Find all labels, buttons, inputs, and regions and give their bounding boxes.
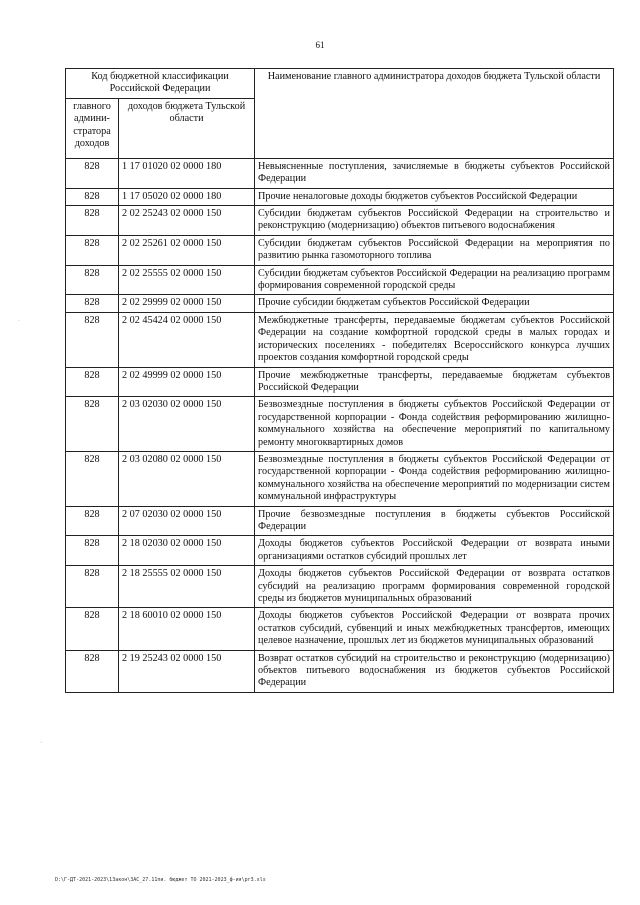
admin-code-cell: 828 [66, 312, 119, 367]
budget-revenue-header: доходов бюджета Тульской области [119, 98, 255, 158]
revenue-name-cell: Доходы бюджетов субъектов Российской Федерации от возврата прочих остатков субсидий, субвенций и иных межбюджетных трансфертов, имеющих целевое назначение, прошлых лет из бюджетов муниципальных образований [255, 608, 614, 650]
page-number: 61 [315, 40, 325, 50]
admin-code-cell: 828 [66, 650, 119, 692]
table-row [66, 206, 614, 236]
admin-code-cell: 828 [66, 206, 119, 236]
table-row [66, 451, 614, 506]
scan-dot: · [18, 318, 20, 324]
revenue-code-cell: 2 03 02030 02 0000 150 [119, 397, 255, 452]
revenue-name-cell: Безвозмездные поступления в бюджеты субъектов Российской Федерации от государственной корпорации - Фонда содействия реформированию жилищно-коммунального хозяйства на обеспечение мероприятий по капитальному ремонту многоквартирных домов [255, 397, 614, 452]
table-row [66, 506, 614, 536]
revenue-name-cell: Возврат остатков субсидий на строительство и реконструкцию (модернизацию) объектов питьевого водоснабжения из бюджетов субъектов Российской Федерации [255, 650, 614, 692]
revenue-name-cell: Межбюджетные трансферты, передаваемые бюджетам субъектов Российской Федерации на создание комфортной городской среды в малых городах и исторических поселениях - победителях Всероссийского конкурса лучших проектов создания комфортной городской среды [255, 312, 614, 367]
revenue-name-cell: Безвозмездные поступления в бюджеты субъектов Российской Федерации от государственной корпорации - Фонда содействия реформированию жилищно-коммунального хозяйства на обеспечение мероприятий по модернизации систем коммунальной инфраструктуры [255, 451, 614, 506]
revenue-code-cell: 2 07 02030 02 0000 150 [119, 506, 255, 536]
table-row [66, 265, 614, 295]
table-row [66, 397, 614, 452]
revenue-code-cell: 1 17 05020 02 0000 180 [119, 188, 255, 205]
admin-code-cell: 828 [66, 566, 119, 608]
admin-code-cell: 828 [66, 235, 119, 265]
admin-code-cell: 828 [66, 188, 119, 205]
file-path-footer: D:\Г-ДТ-2021-2023\1Закон\ЗАС_27.11пи. бюджет ТО 2021-2023_ф-ия\pr3.xls [55, 877, 266, 883]
revenue-code-cell: 2 02 25261 02 0000 150 [119, 235, 255, 265]
scan-dot: · [40, 740, 42, 746]
classification-code-header: Код бюджетной классификации Российской Федерации [66, 69, 255, 99]
administrator-name-header: Наименование главного администратора доходов бюджета Тульской области [255, 69, 614, 159]
revenue-code-cell: 2 02 49999 02 0000 150 [119, 367, 255, 397]
revenue-name-cell: Прочие безвозмездные поступления в бюджеты субъектов Российской Федерации [255, 506, 614, 536]
revenue-name-cell: Субсидии бюджетам субъектов Российской Федерации на строительство и реконструкцию (модернизацию) объектов питьевого водоснабжения [255, 206, 614, 236]
admin-code-cell: 828 [66, 397, 119, 452]
table-row [66, 188, 614, 205]
table-header-row [66, 69, 614, 99]
revenue-code-cell: 2 18 02030 02 0000 150 [119, 536, 255, 566]
admin-code-cell: 828 [66, 158, 119, 188]
revenue-name-cell: Доходы бюджетов субъектов Российской Федерации от возврата остатков субсидий на реализацию программ формирования современной городской среды из бюджетов муниципальных образований [255, 566, 614, 608]
revenue-name-cell: Прочие субсидии бюджетам субъектов Российской Федерации [255, 295, 614, 312]
table-row [66, 295, 614, 312]
table-row [66, 536, 614, 566]
revenue-code-cell: 2 19 25243 02 0000 150 [119, 650, 255, 692]
table-row [66, 367, 614, 397]
revenue-code-cell: 2 02 29999 02 0000 150 [119, 295, 255, 312]
revenue-code-cell: 2 02 25555 02 0000 150 [119, 265, 255, 295]
admin-code-cell: 828 [66, 608, 119, 650]
revenue-code-cell: 2 03 02080 02 0000 150 [119, 451, 255, 506]
revenue-code-cell: 2 02 45424 02 0000 150 [119, 312, 255, 367]
revenue-code-cell: 1 17 01020 02 0000 180 [119, 158, 255, 188]
revenue-name-cell: Доходы бюджетов субъектов Российской Федерации от возврата иными организациями остатков субсидий прошлых лет [255, 536, 614, 566]
revenue-code-cell: 2 18 25555 02 0000 150 [119, 566, 255, 608]
admin-code-cell: 828 [66, 506, 119, 536]
table-row [66, 566, 614, 608]
table-row [66, 312, 614, 367]
admin-code-cell: 828 [66, 367, 119, 397]
table-body [66, 158, 614, 692]
revenue-name-cell: Прочие межбюджетные трансферты, передаваемые бюджетам субъектов Российской Федерации [255, 367, 614, 397]
revenue-code-cell: 2 18 60010 02 0000 150 [119, 608, 255, 650]
admin-code-cell: 828 [66, 265, 119, 295]
table-row [66, 608, 614, 650]
table-row [66, 235, 614, 265]
revenue-name-cell: Субсидии бюджетам субъектов Российской Федерации на мероприятия по развитию рынка газомоторного топлива [255, 235, 614, 265]
table-row [66, 650, 614, 692]
main-admin-header: главного админи- стратора доходов [66, 98, 119, 158]
revenue-administrators-table [65, 68, 614, 693]
revenue-code-cell: 2 02 25243 02 0000 150 [119, 206, 255, 236]
revenue-name-cell: Субсидии бюджетам субъектов Российской Федерации на реализацию программ формирования современной городской среды [255, 265, 614, 295]
admin-code-cell: 828 [66, 536, 119, 566]
admin-code-cell: 828 [66, 295, 119, 312]
admin-code-cell: 828 [66, 451, 119, 506]
revenue-name-cell: Невыясненные поступления, зачисляемые в бюджеты субъектов Российской Федерации [255, 158, 614, 188]
table-row [66, 158, 614, 188]
revenue-name-cell: Прочие неналоговые доходы бюджетов субъектов Российской Федерации [255, 188, 614, 205]
